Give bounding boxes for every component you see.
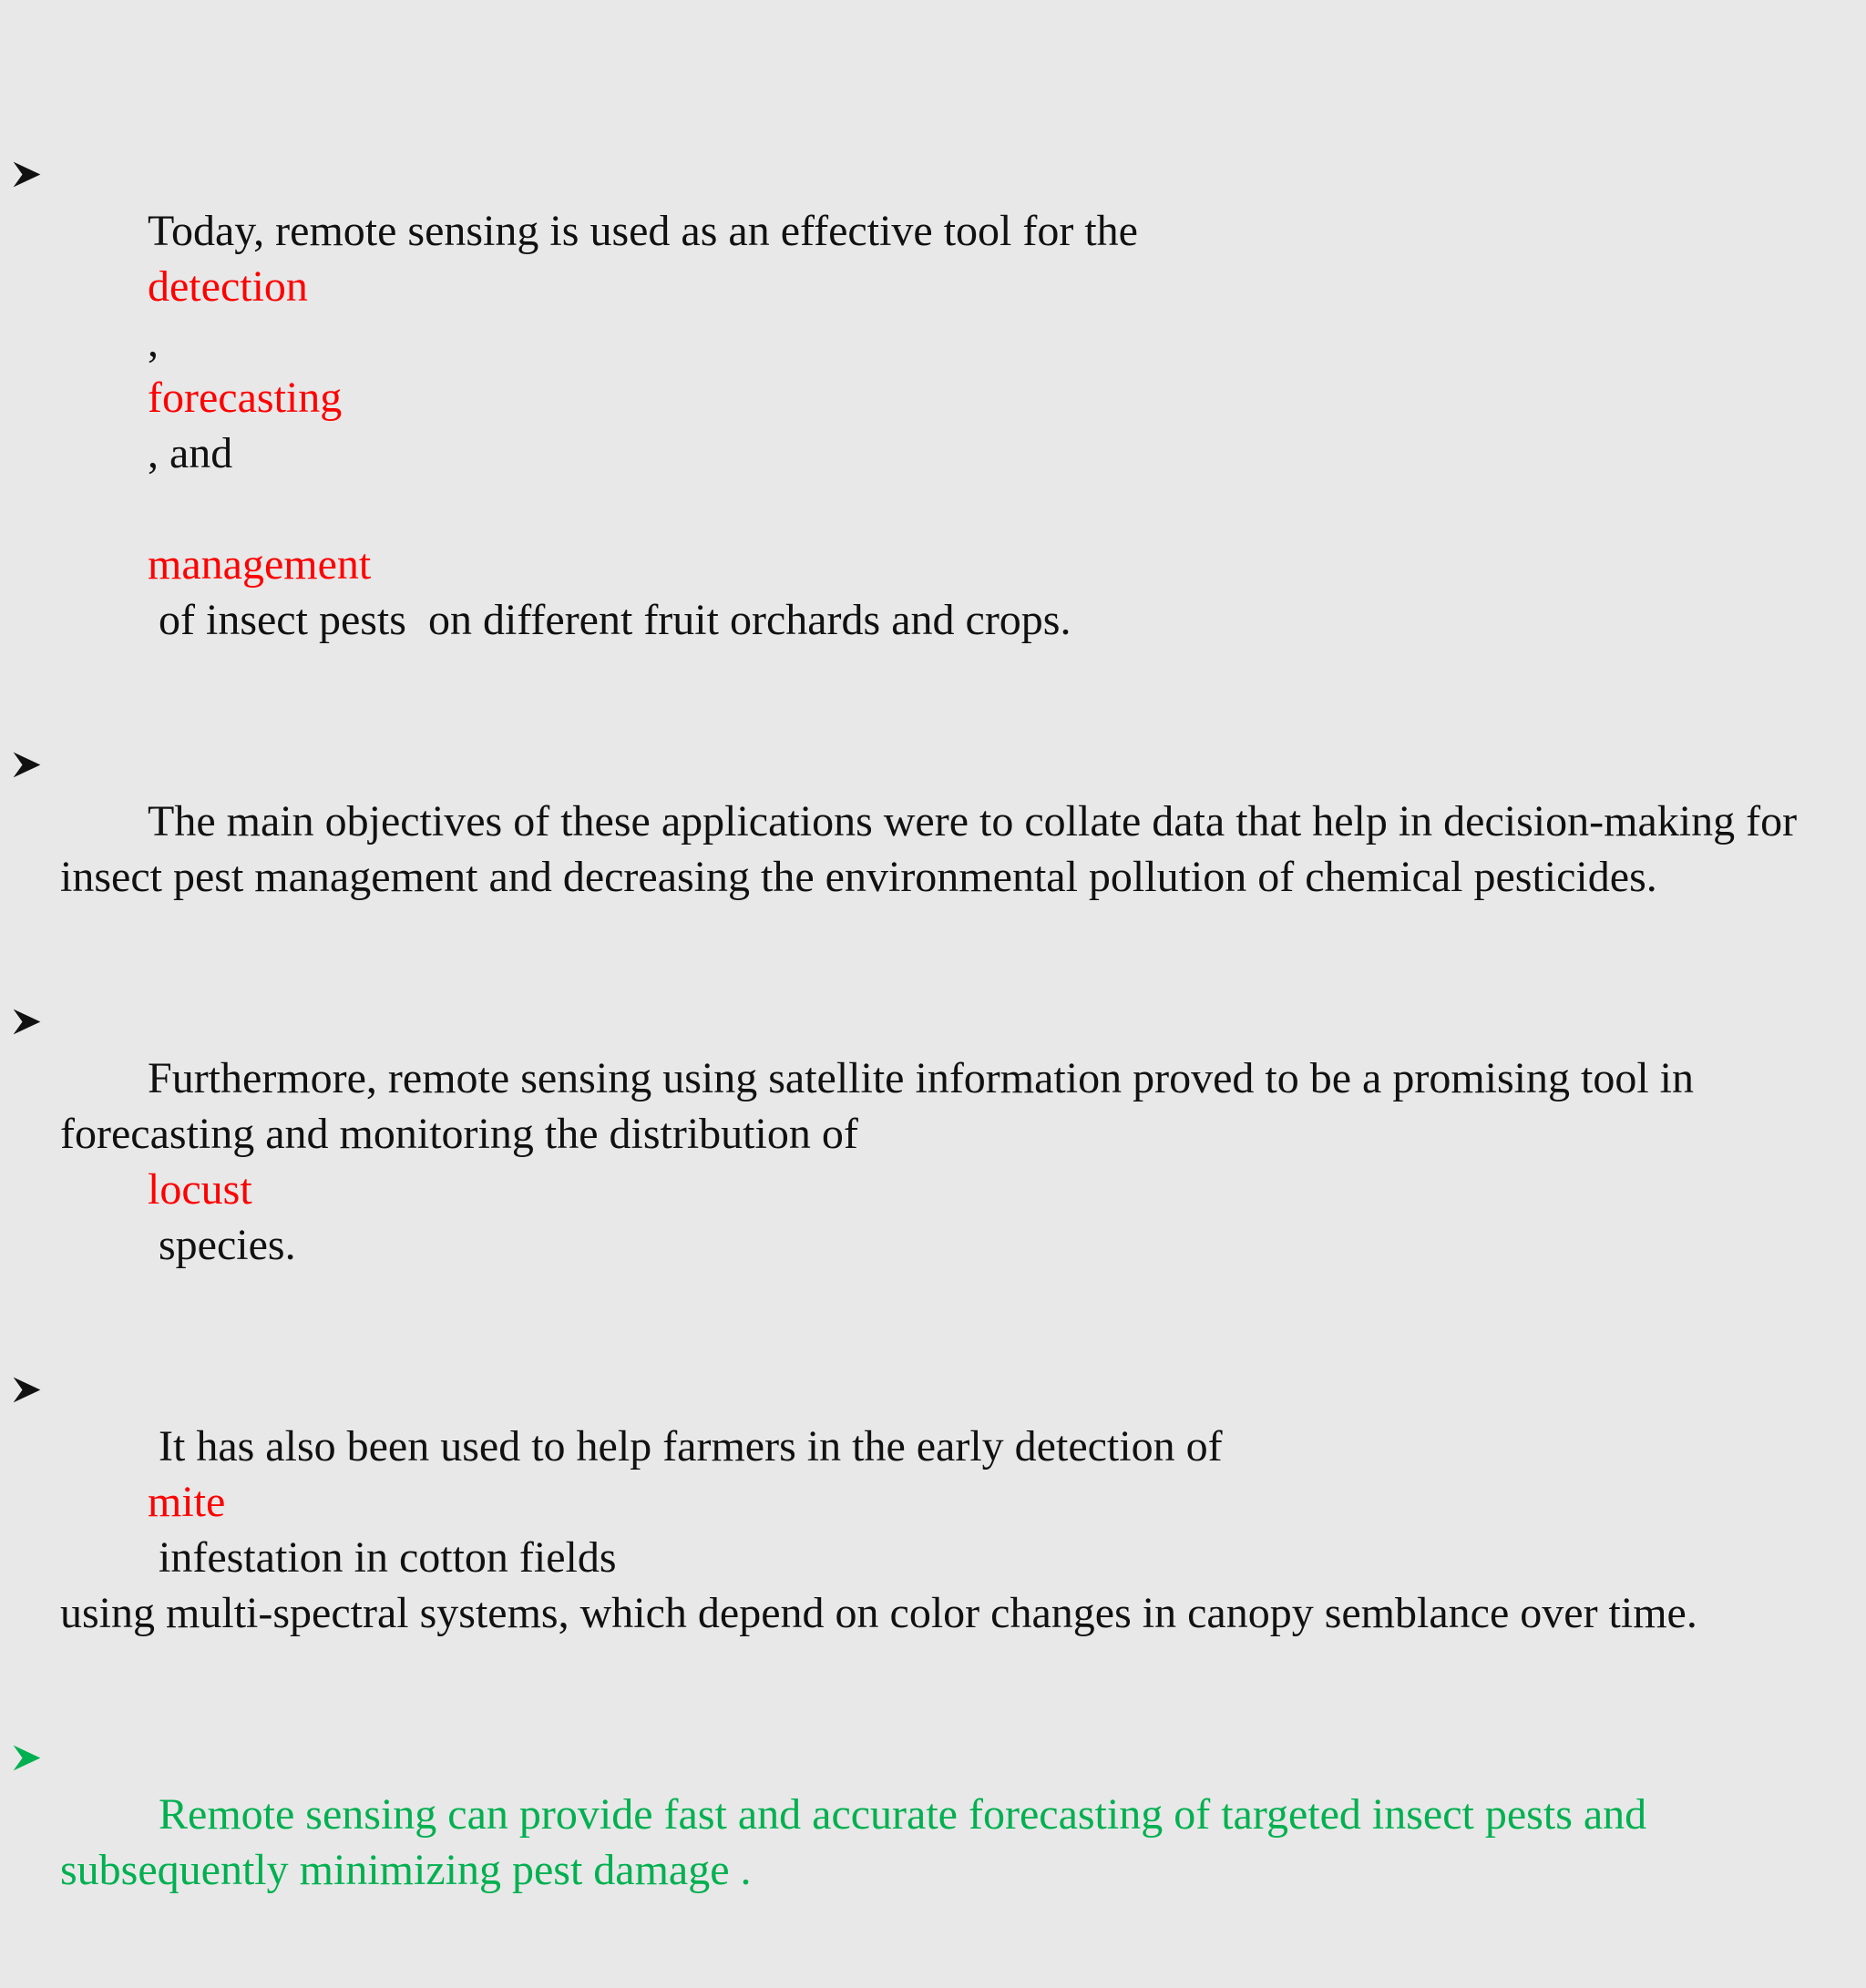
bullet-text-3 bbox=[60, 995, 1850, 1328]
text-segment: , bbox=[148, 318, 169, 366]
arrowhead-icon bbox=[0, 1363, 60, 1405]
highlight-locust: locust bbox=[148, 1165, 252, 1214]
text-segment: of insect pests on different fruit orchards and crops. bbox=[148, 596, 1071, 644]
highlight-forecasting: forecasting bbox=[148, 374, 343, 422]
text-segment: The main objectives of these applications were to collate data that help in decision-making for insect pest management and decreasing the environmental pollution of chemical pesticides. bbox=[60, 797, 1798, 901]
bullet-text-5 bbox=[60, 1731, 1850, 1953]
text-segment: Furthermore, remote sensing using satellite information proved to be a promising tool in forecasting and monitoring the distribution of bbox=[60, 1054, 1695, 1158]
bullet-item-3 bbox=[0, 995, 1850, 1328]
arrowhead-icon bbox=[0, 148, 60, 190]
text-segment: Remote sensing can provide fast and accurate forecasting of targeted insect pests and subsequently minimizing pest damage . bbox=[60, 1790, 1647, 1894]
text-segment: It has also been used to help farmers in the early detection of bbox=[148, 1422, 1234, 1471]
highlight-management: management bbox=[148, 540, 372, 589]
bullet-item-2 bbox=[0, 738, 1850, 960]
bullet-text-4 bbox=[60, 1363, 1850, 1696]
bullet-item-1 bbox=[0, 148, 1850, 703]
text-segment: Today, remote sensing is used as an effective tool for the bbox=[148, 207, 1149, 255]
text-segment: , and bbox=[148, 429, 233, 477]
text-segment: species. bbox=[148, 1221, 296, 1269]
bullet-text-2 bbox=[60, 738, 1850, 960]
bullet-text-1 bbox=[60, 148, 1850, 703]
text-segment: infestation in cotton fields using multi-spectral systems, which depend on color changes in canopy semblance over time. bbox=[60, 1533, 1697, 1637]
bullet-list bbox=[0, 148, 1850, 1988]
bullet-item-4 bbox=[0, 1363, 1850, 1696]
highlight-detection: detection bbox=[148, 262, 308, 311]
bullet-item-5 bbox=[0, 1731, 1850, 1953]
arrowhead-icon bbox=[0, 1731, 60, 1773]
arrowhead-icon bbox=[0, 738, 60, 780]
arrowhead-icon bbox=[0, 995, 60, 1037]
highlight-mite: mite bbox=[148, 1478, 226, 1526]
